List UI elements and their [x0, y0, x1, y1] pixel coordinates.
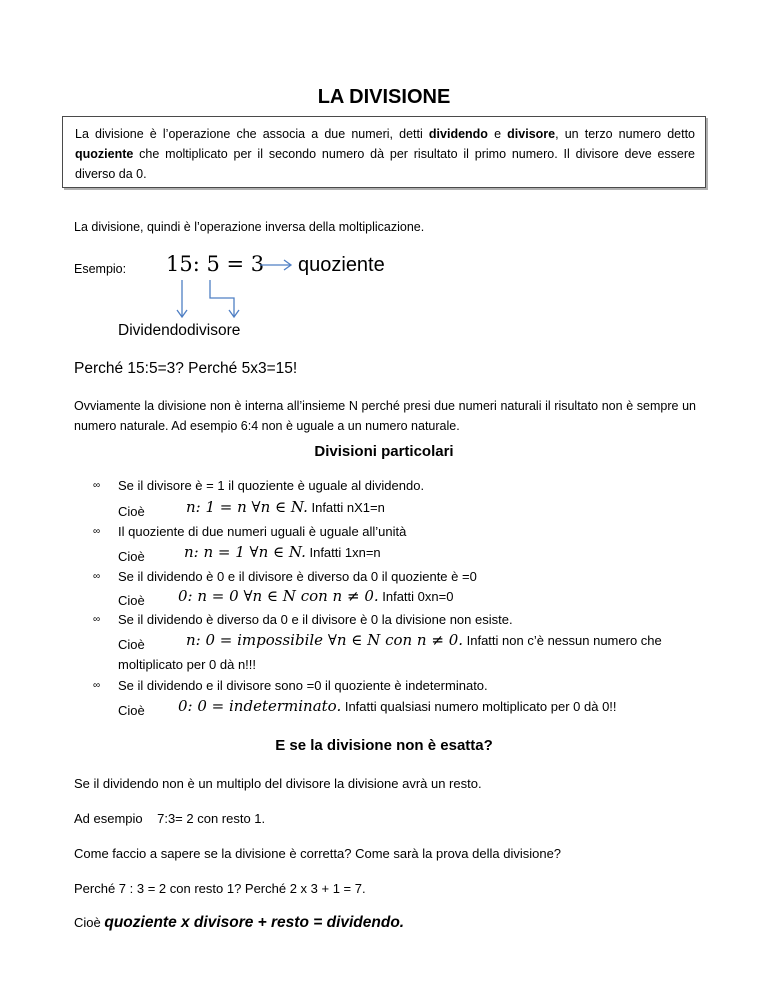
rule-4-note: Infatti non c’è nessun numero che [463, 633, 662, 648]
bullet-icon: ∞ [93, 680, 101, 691]
quotient-label: quoziente [298, 254, 385, 276]
rule-2-formula: n: n = 1 ∀n ∈ N. [184, 543, 306, 561]
check-answer: Perché 7 : 3 = 2 con resto 1? Perché 2 x 3 + 1 = 7. [74, 881, 366, 896]
dividend-label: Dividendo [118, 322, 187, 339]
rule-1-formula-line [186, 498, 385, 517]
inverse-operation-text: La divisione, quindi è l’operazione inversa della moltiplicazione. [74, 220, 425, 234]
remainder-text: Se il dividendo non è un multiplo del divisore la divisione avrà un resto. [74, 776, 482, 791]
rule-4-cioe: Cioè [118, 637, 145, 652]
rule-3-formula: 0: n = 0 ∀n ∈ N con n ≠ 0. [178, 587, 379, 605]
final-formula: quoziente x divisore + resto = dividendo. [104, 914, 405, 931]
rule-1-note: Infatti nX1=n [307, 500, 385, 515]
rule-5-cioe: Cioè [118, 703, 145, 718]
example-equation: 15: 5 = 3 [166, 252, 265, 276]
check-question: Come faccio a sapere se la divisione è corretta? Come sarà la prova della divisione? [74, 846, 562, 861]
rule-5-formula-line [178, 697, 617, 716]
rule-2-cioe: Cioè [118, 549, 145, 564]
section-title-inexact: E se la divisione non è esatta? [275, 737, 493, 754]
rule-1-cioe: Cioè [118, 504, 145, 519]
rule-4-continuation: moltiplicato per 0 dà n!!! [118, 657, 257, 672]
dividend-divisor-arrows-icon [170, 278, 250, 322]
rule-1-text: Se il divisore è = 1 il quoziente è uguale al dividendo. [118, 478, 425, 493]
final-prefix: Cioè [74, 915, 105, 930]
page-title: LA DIVISIONE [317, 86, 451, 108]
term-quoziente: quoziente [75, 147, 134, 161]
obvious-paragraph: Ovviamente la divisione non è interna all’insieme N perché presi due numeri naturali il risultato non è sempre un numero naturale. Ad esempio 6:4 non è uguale a un numero naturale. [74, 399, 696, 433]
rule-3-formula-line [178, 587, 453, 606]
bullet-icon: ∞ [93, 614, 101, 625]
bullet-icon: ∞ [93, 526, 101, 537]
rule-2-formula-line [184, 543, 381, 562]
definition-text-3: che moltiplicato per il secondo numero dà per risultato il primo numero. Il divisore deve essere diverso da 0. [75, 147, 695, 181]
divisor-label: divisore [186, 322, 241, 339]
final-line [74, 914, 404, 932]
rule-5-note: Infatti qualsiasi numero moltiplicato per 0 dà 0!! [341, 699, 617, 714]
dividend-divisor-labels [118, 322, 240, 340]
rule-3-text: Se il dividendo è 0 e il divisore è diverso da 0 il quoziente è =0 [118, 569, 477, 584]
remainder-example: Ad esempio 7:3= 2 con resto 1. [74, 811, 266, 826]
rule-5-formula: 0: 0 = indeterminato. [178, 697, 342, 715]
bullet-icon: ∞ [93, 571, 101, 582]
rule-3-cioe: Cioè [118, 593, 145, 608]
section-title-particular: Divisioni particolari [314, 443, 454, 460]
why-line: Perché 15:5=3? Perché 5x3=15! [74, 360, 298, 377]
definition-text-1: La divisione è l’operazione che associa a due numeri, detti [75, 127, 429, 141]
definition-box [62, 116, 706, 188]
definition-text-2: , un terzo numero detto [555, 127, 695, 141]
rule-3-note: Infatti 0xn=0 [378, 589, 454, 604]
example-label: Esempio: [74, 262, 127, 276]
rule-4-text: Se il dividendo è diverso da 0 e il divisore è 0 la divisione non esiste. [118, 612, 513, 627]
term-divisore: divisore [507, 127, 556, 141]
term-dividendo: dividendo [428, 127, 488, 141]
rule-4-formula-line [186, 631, 662, 650]
rule-2-note: Infatti 1xn=n [305, 545, 381, 560]
definition-text-and: e [487, 127, 508, 141]
rule-2-text: Il quoziente di due numeri uguali è uguale all’unità [118, 524, 407, 539]
bullet-icon: ∞ [93, 480, 101, 491]
rule-1-formula: n: 1 = n ∀n ∈ N. [186, 498, 308, 516]
rule-4-formula: n: 0 = impossibile ∀n ∈ N con n ≠ 0. [186, 631, 464, 649]
quotient-arrow-icon [258, 257, 294, 273]
rule-5-text: Se il dividendo e il divisore sono =0 il quoziente è indeterminato. [118, 678, 488, 693]
